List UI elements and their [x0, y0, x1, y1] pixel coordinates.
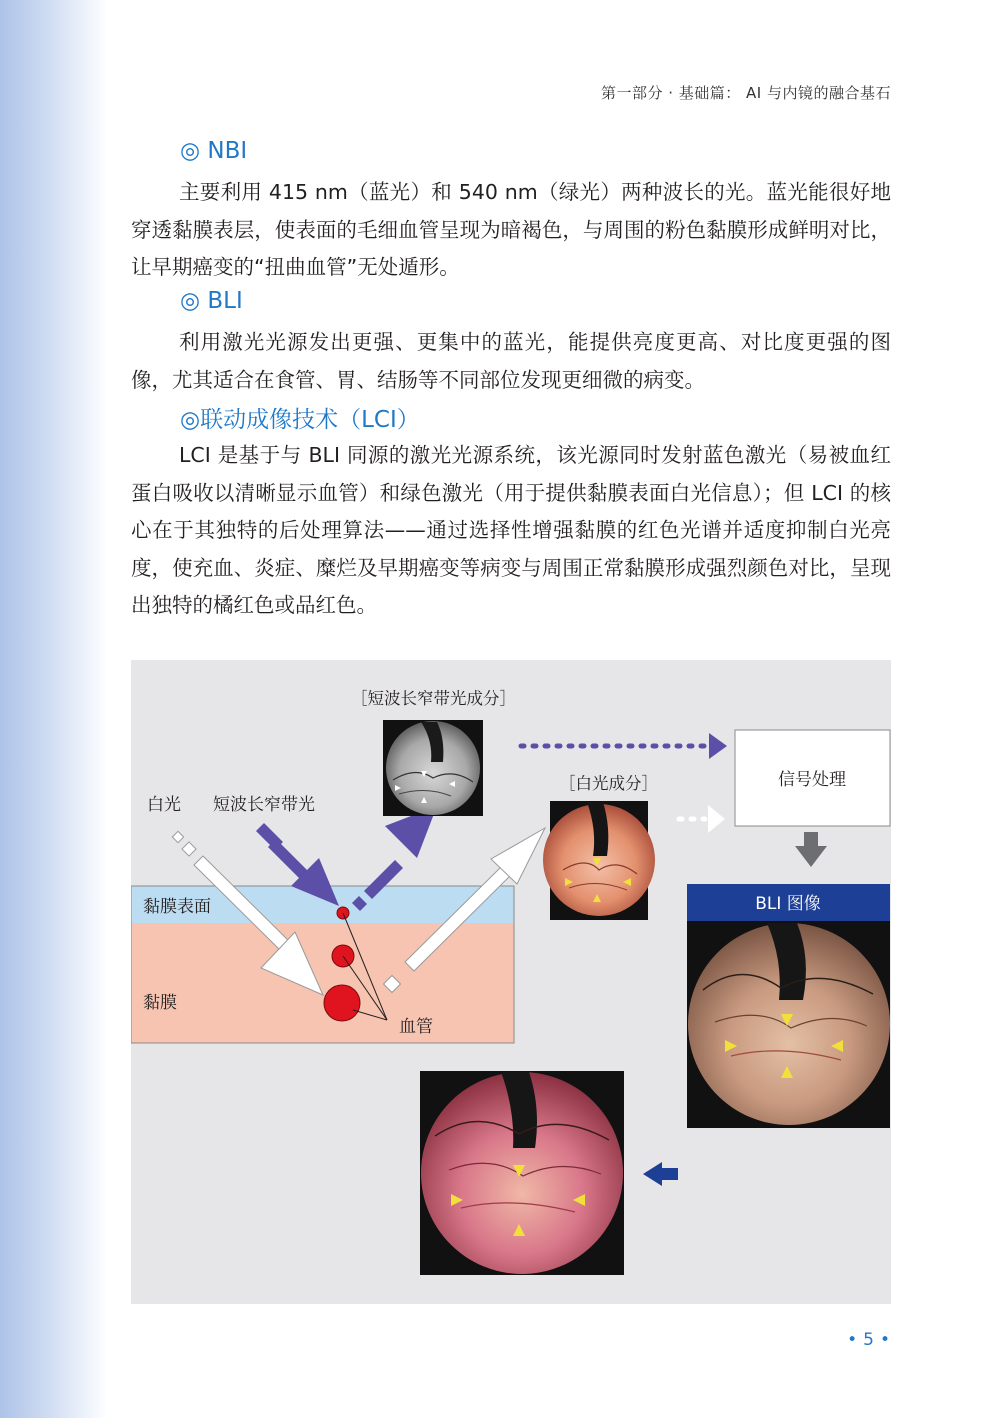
left-arrow	[643, 1162, 662, 1186]
paragraph-nbi: 主要利用 415 nm（蓝光）和 540 nm（绿光）两种波长的光。蓝光能很好地穿透黏膜表层，使表面的毛细血管呈现为暗褐色，与周围的粉色黏膜形成鲜明对比，让早期癌变的“扭曲血管”无处遁形。	[131, 180, 891, 279]
figure-diagram	[131, 660, 891, 1304]
blood-vessel-label: 血管	[399, 1017, 433, 1037]
page-number-wrapper	[847, 1330, 896, 1350]
white-light-endoscopy-image	[543, 801, 655, 920]
paragraph-lci: LCI 是基于与 BLI 同源的激光光源系统，该光源同时发射蓝色激光（易被血红蛋白吸收以清晰显示血管）和绿色激光（用于提供黏膜表面白光信息）；但 LCI 的核心在于其独特的后处理算法——通过选择性增强黏膜的红色光谱并适度抑制白光亮度，使充血、炎症、糜烂及早期癌变等病变与周围正常黏膜形成强烈颜色对比，呈现出独特的橘红色或品红色。	[131, 443, 891, 617]
narrowband-light-label: 短波长窄带光	[213, 795, 315, 815]
heading-bli: ◎ BLI	[180, 288, 243, 314]
side-gradient-band	[0, 0, 108, 1418]
narrowband-endoscopy-image	[383, 720, 483, 816]
white-light-label: 白光	[147, 795, 181, 815]
paragraph-bli: 利用激光光源发出更强、更集中的蓝光，能提供亮度更高、对比度更强的图像，尤其适合在食管、胃、结肠等不同部位发现更细微的病变。	[131, 330, 891, 392]
narrowband-component-label: ［短波长窄带光成分］	[351, 689, 516, 708]
page-number: 5	[863, 1330, 880, 1350]
mucosa-layer	[131, 923, 514, 1043]
down-arrow	[795, 846, 827, 867]
bli-image-label: BLI 图像	[755, 894, 821, 914]
bli-principle-figure	[131, 660, 891, 1304]
heading-nbi: ◎ NBI	[180, 138, 248, 164]
white-light-component-label: ［白光成分］	[559, 774, 658, 793]
lci-endoscopy-image	[420, 1071, 624, 1275]
vessel-large	[324, 985, 360, 1021]
running-header: 第一部分 · 基础篇： AI 与内镜的融合基石	[600, 84, 891, 102]
page-dot-right: •	[879, 1330, 896, 1350]
mucosa-surface-label: 黏膜表面	[143, 897, 211, 917]
mucosa-label: 黏膜	[143, 993, 177, 1013]
page-dot-left: •	[847, 1330, 864, 1350]
heading-lci: ◎联动成像技术（LCI）	[180, 407, 420, 433]
signal-processing-label: 信号处理	[778, 770, 846, 790]
bli-endoscopy-image	[687, 921, 890, 1128]
